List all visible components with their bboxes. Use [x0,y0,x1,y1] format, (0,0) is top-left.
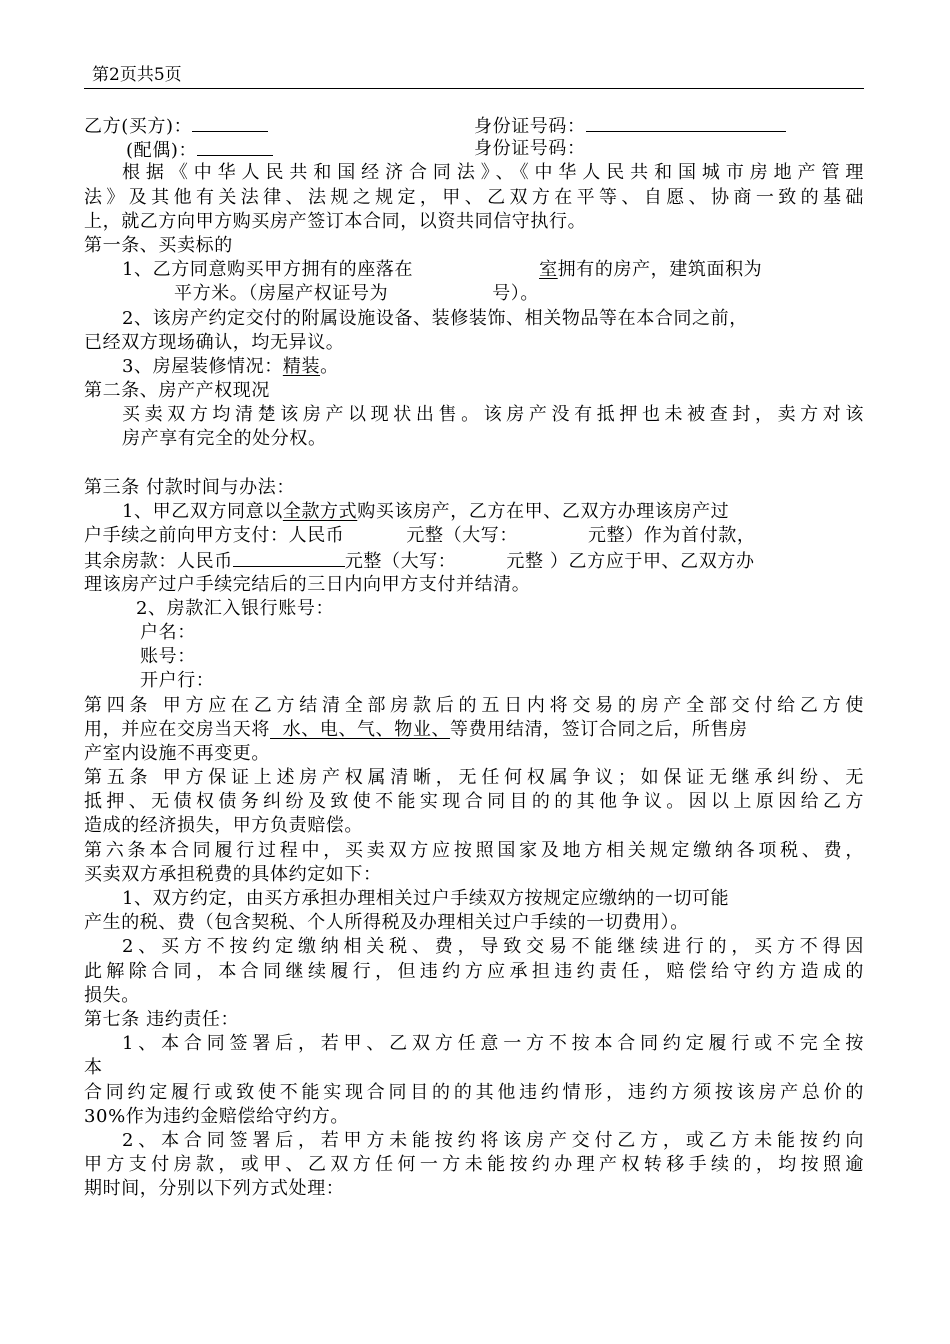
spouse-id-group [474,137,586,161]
article-7-item-1-cont: 合同约定履行或致使不能实现合同目的的其他违约情形，违约方须按该房产总价的 [84,1081,864,1103]
item-text: 元整（大写： [344,551,457,573]
item-text: 平方米。（房屋产权证号为 [174,283,389,305]
article-4-line-2 [84,718,864,742]
article-7-item-1-wrap: 本 [84,1057,103,1079]
item-text: 。 [320,355,339,377]
spouse-name-blank [197,137,273,156]
article-3-item-1-cont-2 [84,548,864,572]
page-header [84,62,864,89]
article-7-item-2-cont: 甲方支付房款，或甲、乙双方任何一方未能按约办理产权转移手续的，均按照逾 [84,1154,864,1176]
article-7-title: 第七条 违约责任： [84,1008,240,1030]
article-1-item-2-cont: 已经双方现场确认，均无异议。 [84,331,345,353]
article-6-item-2-cont: 此解除合同，本合同继续履行，但违约方应承担违约责任，赔偿给守约方造成的 [84,960,864,982]
article-2-text-2: 房产享有完全的处分权。 [122,428,327,450]
buyer-id-blank [586,113,786,132]
bank-branch-label: 开户行： [140,670,215,692]
article-6-item-2-end: 损失。 [84,984,140,1006]
article-6-item-2: 2、买方不按约定缴纳相关税、费，导致交易不能继续进行的，买方不得因 [122,936,864,958]
item-text: 用，并应在交房当天将 [84,718,270,740]
article-2-title: 第二条、房产产权现况 [84,380,270,402]
article-4-line-3: 产室内设施不再变更。 [84,742,270,764]
article-6-line-1: 第六条本合同履行过程中，买卖双方应按照国家及地方相关规定缴纳各项税、费， [84,839,864,861]
item-text: 元整（大写： [406,525,519,547]
article-1-item-1-cont [84,282,864,306]
article-7-item-1-end: 30%作为违约金赔偿给守约方。 [84,1105,350,1127]
decoration-status: 精装 [282,355,321,377]
buyer-line [84,113,864,137]
article-7-item-2: 2、本合同签署后，若甲方未能按约将该房产交付乙方，或乙方未能按约向 [122,1129,864,1151]
spouse-label: (配偶)： [126,140,198,162]
article-7-item-1: 1、本合同签署后，若甲、乙双方任意一方不按本合同约定履行或不完全按 [122,1033,864,1055]
item-text: 元整 ）乙方应于甲、乙双方办 [506,551,755,573]
room-underline: 室 [539,259,558,281]
payment-method: 全款方式 [282,501,358,522]
article-3-item-2: 2、房款汇入银行账号： [136,597,335,619]
article-6-item-1: 1、双方约定，由买方承担办理相关过户手续双方按规定应缴纳的一切可能 [122,888,730,909]
buyer-label: 乙方(买方)： [84,116,193,137]
utilities-list: 水、电、气、物业、 [270,718,451,740]
item-text: 其余房款：人民币 [84,551,233,573]
preamble-line-3: 上，就乙方向甲方购买房产签订本合同，以资共同信守执行。 [84,210,587,232]
article-5-line-2: 抵押、无债权债务纠纷及致使不能实现合同目的的其他争议。因以上原因给乙方 [84,791,864,813]
article-5-line-3: 造成的经济损失，甲方负责赔偿。 [84,815,363,837]
item-text: 拥有的房产，建筑面积为 [557,259,763,281]
buyer-id-group [474,113,786,139]
buyer-name-blank [192,113,268,132]
preamble-line-1: 根据《中华人民共和国经济合同法》、《中华人民共和国城市房地产管理 [122,162,864,184]
item-text: 1、甲乙双方同意以 [122,501,283,522]
item-text: 3、房屋装修情况： [122,355,283,377]
article-6-item-1-cont: 产生的税、费（包含契税、个人所得税及办理相关过户手续的一切费用）。 [84,912,689,934]
page-number: 第2页共5页 [92,65,182,85]
article-3-title: 第三条 付款时间与办法： [84,476,295,498]
preamble-line-2: 法》及其他有关法律、法规之规定，甲、乙双方在平等、自愿、协商一致的基础 [84,186,864,208]
article-5-line-1: 第五条 甲方保证上述房产权属清晰，无任何权属争议；如保证无继承纠纷、无 [84,767,864,789]
article-2-text-1: 买卖双方均清楚该房产以现状出售。该房产没有抵押也未被查封，卖方对该 [122,404,864,426]
item-text: 1、乙方同意购买甲方拥有的座落在 [122,259,414,281]
account-name-label: 户名： [140,621,196,643]
article-6-line-2: 买卖双方承担税费的具体约定如下： [84,863,382,885]
buyer-id-label: 身份证号码： [474,116,586,137]
article-1-item-1 [84,258,864,282]
article-1-item-3 [84,355,864,379]
article-7-item-2-end: 期时间，分别以下列方式处理： [84,1178,345,1200]
item-text: 等费用结清，签订合同之后，所售房 [450,718,748,740]
article-1-title: 第一条、买卖标的 [84,234,233,256]
item-text: 号）。 [492,283,540,305]
account-number-label: 账号： [140,646,196,668]
article-3-item-1-cont-3: 理该房产过户手续完结后的三日内向甲方支付并结清。 [84,573,531,595]
article-4-line-1: 第四条 甲方应在乙方结清全部房款后的五日内将交易的房产全部交付给乙方使 [84,694,864,716]
item-text: 购买该房产，乙方在甲、乙双方办理该房产过 [357,501,730,522]
article-3-item-1 [84,500,864,524]
article-3-item-1-cont-1 [84,524,864,548]
article-1-item-2: 2、该房产约定交付的附属设施设备、装修装饰、相关物品等在本合同之前， [122,307,748,329]
balance-amount-blank [233,548,345,567]
item-text: 户手续之前向甲方支付：人民币 [84,525,345,547]
contract-body [84,113,864,1201]
item-text: 元整）作为首付款， [588,525,756,547]
spouse-line [84,137,864,161]
spouse-id-label: 身份证号码： [474,138,586,160]
